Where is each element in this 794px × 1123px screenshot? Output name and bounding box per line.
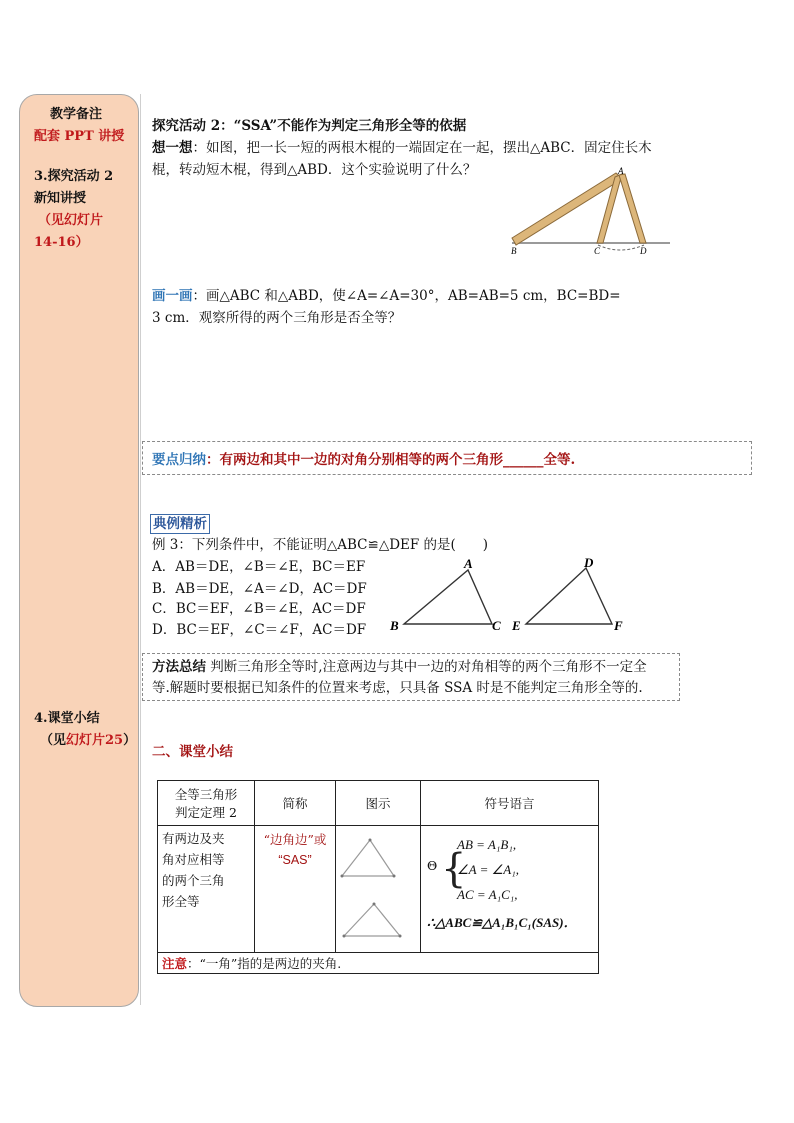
option-a: A．AB＝DE，∠B＝∠E，BC＝EF: [152, 559, 366, 575]
label-B: B: [511, 246, 517, 255]
option-b: B．AB＝DE，∠A＝∠D，AC＝DF: [152, 581, 367, 597]
sas-triangle-1: [342, 840, 394, 876]
method-line-2: 等.解题时要根据已知条件的位置来考虑，只具备 SSA 时是不能判定三角形全等的.: [152, 680, 643, 696]
sidebar-item3-subtitle: 新知讲授: [34, 191, 87, 206]
tri-label-F: F: [614, 618, 623, 633]
keypoint-text: 要点归纳：有两边和其中一边的对角分别相等的两个三角形______全等.: [152, 452, 576, 468]
option-d: D．BC＝EF，∠C＝∠F，AC＝DF: [152, 622, 367, 638]
tri-label-E: E: [512, 618, 521, 633]
tri-label-A: A: [464, 556, 473, 571]
sym-line-3: AC = A₁C₁,: [457, 887, 518, 902]
tri-label-D: D: [584, 556, 594, 570]
triangle-def: [526, 568, 612, 624]
draw-line-1: 画一画：画△ABC 和△ABD，使∠A=∠A=30°，AB=AB=5 cm，BC=BD=: [152, 288, 621, 304]
sidebar-ppt-label: 配套 PPT 讲授: [34, 129, 125, 144]
stick-diagram: [508, 165, 674, 255]
label-C: C: [594, 246, 601, 255]
label-A: A: [618, 166, 624, 176]
activity-title: 探究活动 2：“SSA”不能作为判定三角形全等的依据: [152, 118, 467, 134]
row-figures: [336, 826, 421, 953]
summary-table: [157, 780, 599, 974]
label-D: D: [640, 246, 647, 255]
since-symbol: Θ: [427, 858, 438, 873]
sidebar-item3-slide-range: 14-16）: [34, 235, 89, 250]
arc: [598, 245, 644, 250]
example-tag: 典例精析: [150, 514, 210, 534]
sym-line-1: AB = A₁B₁,: [457, 837, 517, 852]
sas-triangle-2: [344, 904, 400, 936]
header-figure: 图示: [336, 781, 421, 826]
sym-conclusion: ∴△ABC≌△A₁B₁C₁(SAS)．: [427, 915, 577, 930]
think-line-2: 棍，转动短木棍，得到△ABD．这个实验说明了什么？: [152, 162, 477, 178]
header-abbr: 简称: [255, 781, 336, 826]
sidebar-heading: 教学备注: [50, 107, 103, 122]
sym-line-2: ∠A = ∠A₁,: [457, 862, 519, 877]
method-line-1: 方法总结 判断三角形全等时,注意两边与其中一边的对角相等的两个三角形不一定全: [152, 659, 647, 675]
row-abbr: “边角边”或 “SAS”: [255, 826, 336, 953]
header-symbol: 符号语言: [421, 781, 599, 826]
content-divider: [140, 94, 141, 1005]
section-title: 二、课堂小结: [152, 744, 233, 760]
brace: {: [441, 846, 467, 892]
header-theorem: 全等三角形 判定定理 2: [158, 781, 255, 826]
note-row: 注意：“一角”指的是两边的夹角.: [158, 953, 599, 974]
sidebar-item3-slides: （见幻灯片: [38, 213, 104, 228]
tri-label-C: C: [492, 618, 501, 633]
short-stick-d: [619, 174, 646, 243]
row-symbolic: [421, 826, 599, 953]
sidebar-item3-title: 3.探究活动 2: [34, 169, 114, 184]
sas-triangles: [336, 828, 416, 948]
option-c: C．BC＝EF，∠B＝∠E，AC＝DF: [152, 601, 366, 617]
sidebar-item4-slides: （见幻灯片25）: [40, 733, 137, 748]
row-description: 有两边及夹 角对应相等 的两个三角 形全等: [158, 826, 255, 953]
example-question: 例 3：下列条件中，不能证明△ABC≌△DEF 的是( ): [152, 537, 489, 553]
tri-label-B: B: [390, 618, 399, 633]
think-line-1: 想一想：如图，把一长一短的两根木棍的一端固定在一起，摆出△ABC．固定住长木: [152, 140, 652, 156]
triangle-abc: [404, 570, 492, 624]
example-triangles: [388, 556, 628, 636]
draw-line-2: 3 cm．观察所得的两个三角形是否全等？: [152, 310, 402, 326]
sidebar-item4-title: 4.课堂小结: [34, 711, 100, 726]
